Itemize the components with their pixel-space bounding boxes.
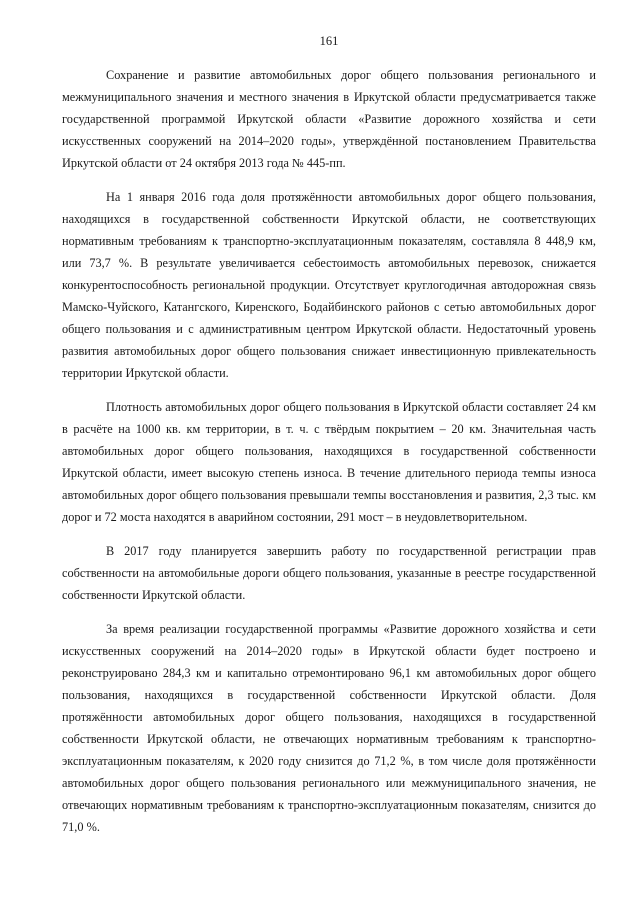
document-body: [62, 64, 596, 850]
paragraph: На 1 января 2016 года доля протяжённости автомобильных дорог общего пользования, находящихся в государственной собственности Иркутской области, не соответствующих нормативным требованиям к транспортно-эксплуатационным показателям, составляла 8 448,9 км, или 73,7 %. В результате увеличивается себестоимость автомобильных перевозок, снижается конкурентоспособность региональной продукции. Отсутствует круглогодичная автодорожная связь Мамско-Чуйского, Катангского, Киренского, Бодайбинского районов с сетью автомобильных дорог общего пользования и с административным центром Иркутской области. Недостаточный уровень развития автомобильных дорог общего пользования снижает инвестиционную привлекательность территории Иркутской области.: [62, 190, 596, 380]
paragraph: За время реализации государственной программы «Развитие дорожного хозяйства и сети искусственных сооружений на 2014–2020 годы» в Иркутской области будет построено и реконструировано 284,3 км и капитально отремонтировано 96,1 км автомобильных дорог общего пользования, находящихся в государственной собственности Иркутской области. Доля протяжённости автомобильных дорог общего пользования, находящихся в государственной собственности Иркутской области, не отвечающих нормативным требованиям к транспортно-эксплуатационным показателям, к 2020 году снизится до 71,2 %, в том числе доля протяжённости автомобильных дорог общего пользования регионального или межмуниципального значения, не отвечающих нормативным требованиям к транспортно-эксплуатационным показателям, снизится до 71,0 %.: [62, 622, 596, 834]
paragraph: Сохранение и развитие автомобильных дорог общего пользования регионального и межмуниципального значения и местного значения в Иркутской области предусматривается также государственной программой Иркутской области «Развитие дорожного хозяйства и сети искусственных сооружений на 2014–2020 годы», утверждённой постановлением Правительства Иркутской области от 24 октября 2013 года № 445-пп.: [62, 68, 596, 170]
paragraph: Плотность автомобильных дорог общего пользования в Иркутской области составляет 24 км в расчёте на 1000 кв. км территории, в т. ч. с твёрдым покрытием – 20 км. Значительная часть автомобильных дорог общего пользования, находящихся в государственной собственности Иркутской области, имеет высокую степень износа. В течение длительного периода темпы износа автомобильных дорог общего пользования превышали темпы восстановления и развития, 2,3 тыс. км дорог и 72 моста находятся в аварийном состоянии, 291 мост – в неудовлетворительном.: [62, 400, 596, 524]
paragraph: В 2017 году планируется завершить работу по государственной регистрации прав собственности на автомобильные дороги общего пользования, указанные в реестре государственной собственности Иркутской области.: [62, 544, 596, 602]
page-number: 161: [319, 34, 339, 48]
